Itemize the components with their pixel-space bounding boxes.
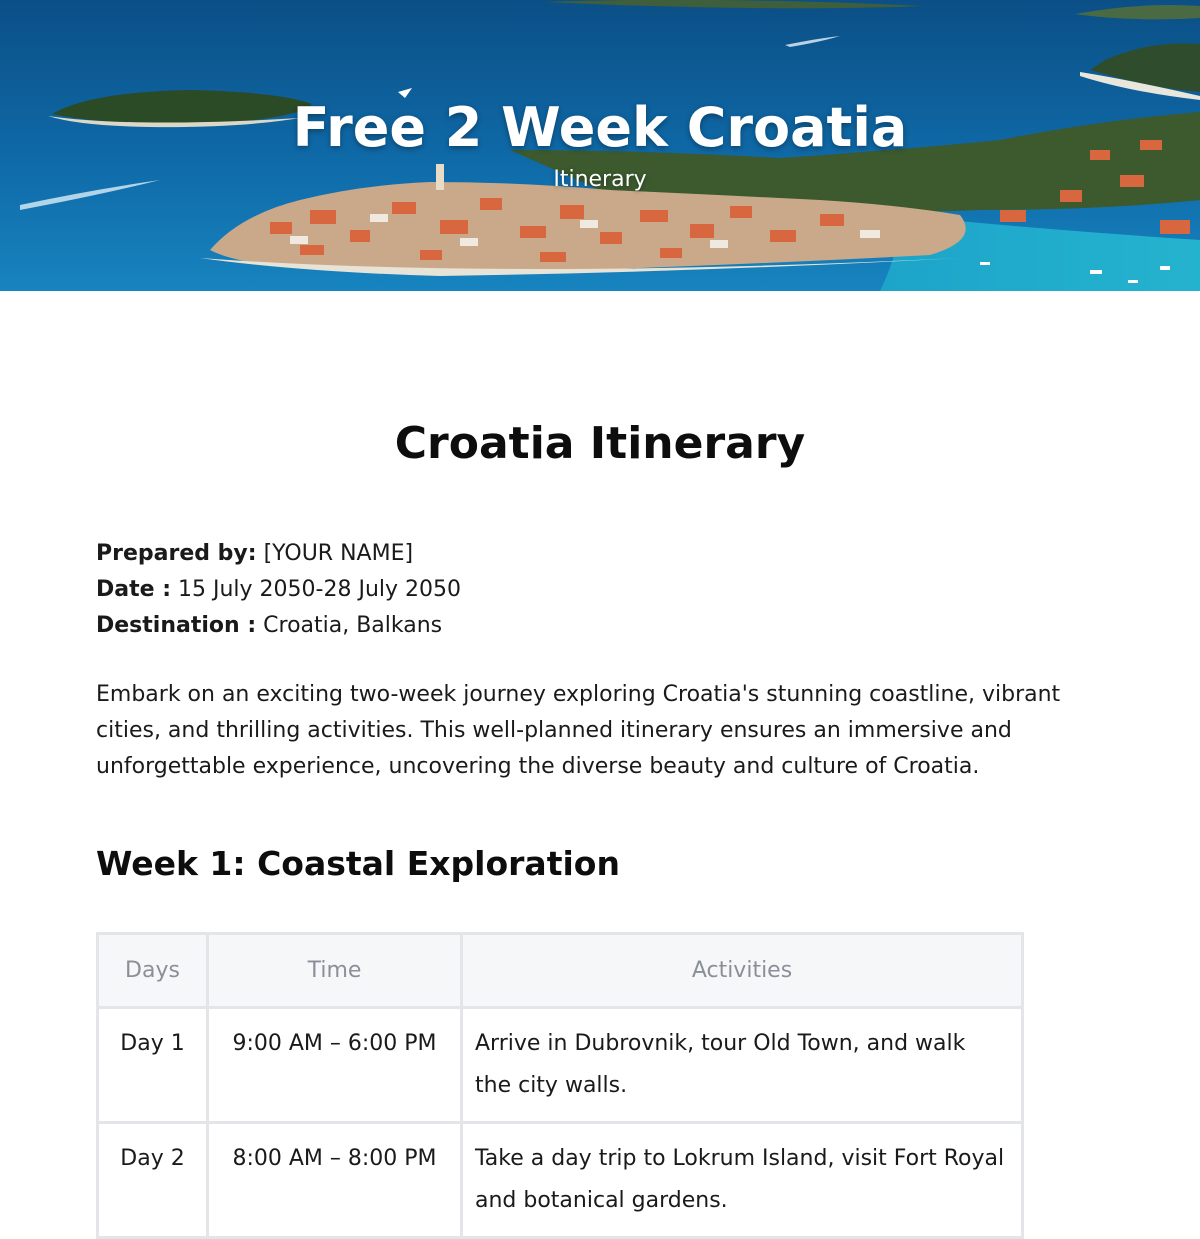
- table-row: [98, 1008, 1023, 1123]
- week-1-heading: Week 1: Coastal Exploration: [96, 844, 620, 883]
- cell-time: 8:00 AM – 8:00 PM: [208, 1123, 462, 1238]
- cell-activity: Take a day trip to Lokrum Island, visit Fort Royal and botanical gardens.: [462, 1123, 1023, 1238]
- table-row: [98, 1123, 1023, 1238]
- intro-paragraph: Embark on an exciting two-week journey exploring Croatia's stunning coastline, vibrant cities, and thrilling activities. This well-planned itinerary ensures an immersive and unforgettable experience, uncovering the diverse beauty and culture of Croatia.: [96, 682, 1061, 779]
- cell-activity: Arrive in Dubrovnik, tour Old Town, and walk the city walls.: [462, 1008, 1023, 1123]
- column-header-time: Time: [208, 934, 462, 1008]
- hero-subtitle: Itinerary: [553, 167, 647, 192]
- meta-prepared-by: [96, 536, 461, 572]
- meta-label: Date :: [96, 577, 172, 602]
- meta-value: 15 July 2050-28 July 2050: [178, 577, 462, 602]
- meta-label: Prepared by:: [96, 541, 257, 566]
- column-header-activities: Activities: [462, 934, 1023, 1008]
- document-title: Croatia Itinerary: [394, 418, 806, 469]
- hero-title: Free 2 Week Croatia: [292, 96, 908, 159]
- column-header-days: Days: [98, 934, 208, 1008]
- meta-date: [96, 572, 461, 608]
- hero-banner: [0, 0, 1200, 291]
- meta-label: Destination :: [96, 613, 257, 638]
- week-1-table: [96, 932, 1024, 1239]
- document-meta: [96, 536, 461, 644]
- meta-value: [YOUR NAME]: [263, 541, 414, 566]
- cell-day: Day 1: [98, 1008, 208, 1123]
- meta-destination: [96, 608, 461, 644]
- cell-day: Day 2: [98, 1123, 208, 1238]
- table-header-row: [98, 934, 1023, 1008]
- cell-time: 9:00 AM – 6:00 PM: [208, 1008, 462, 1123]
- meta-value: Croatia, Balkans: [263, 613, 443, 638]
